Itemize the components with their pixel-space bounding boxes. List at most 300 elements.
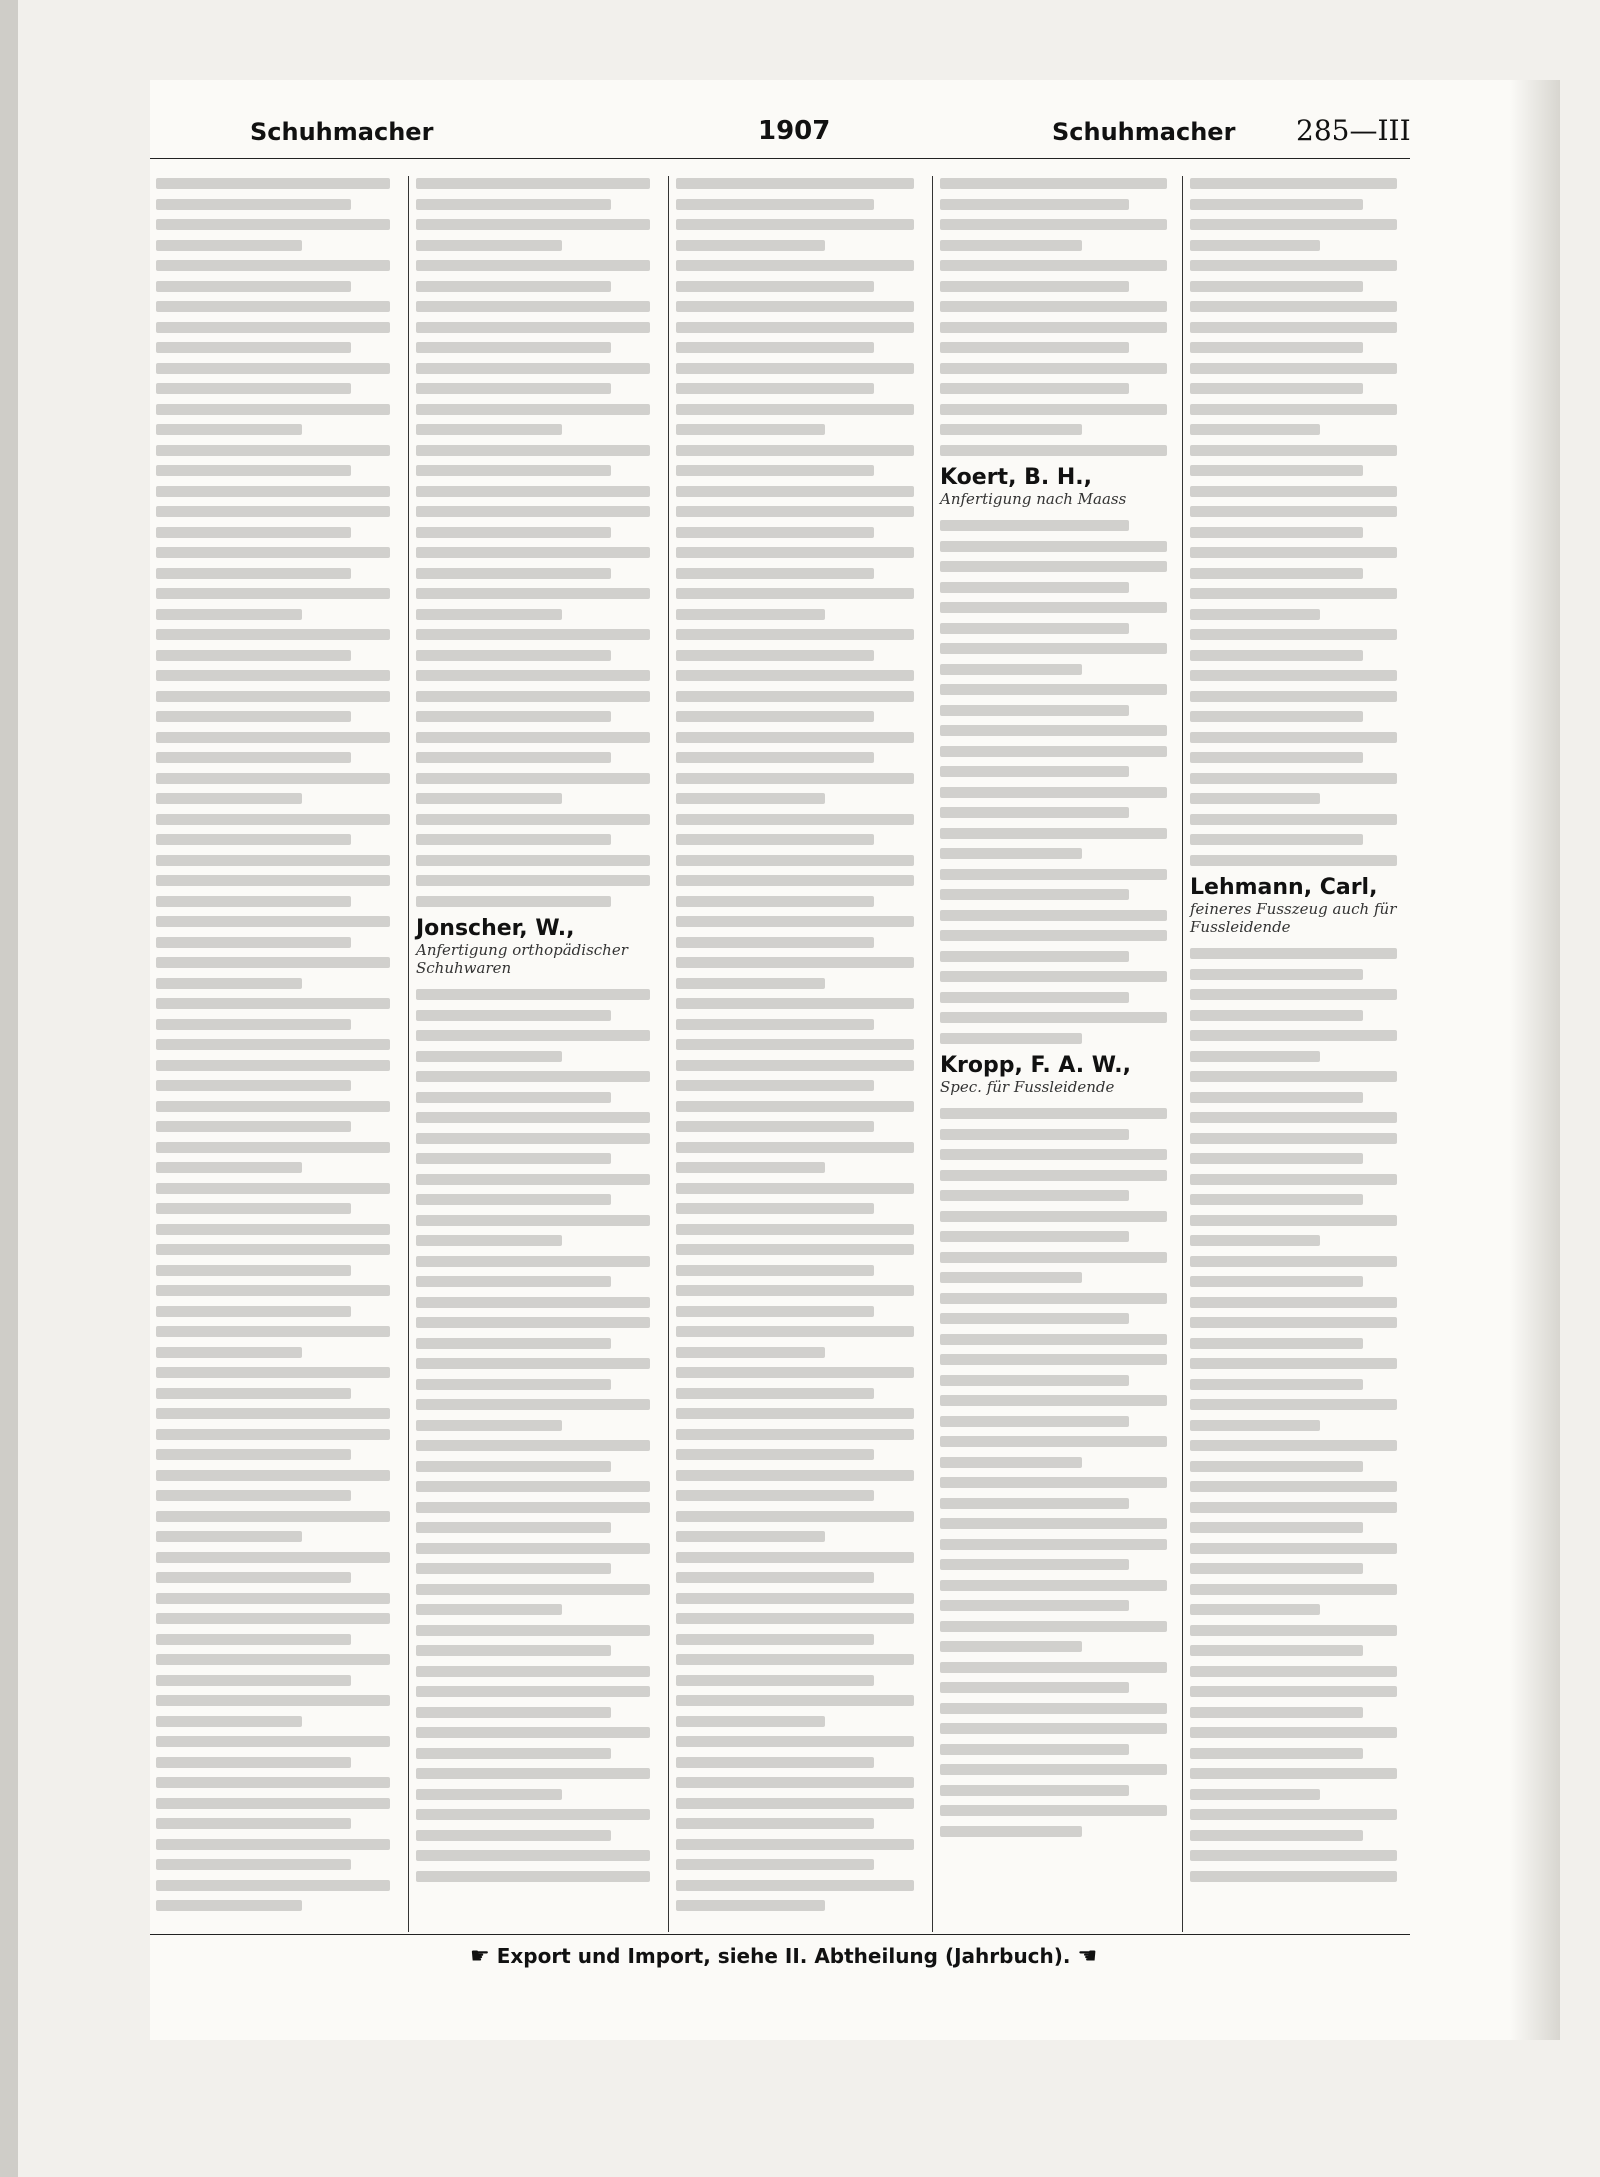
footer-rule xyxy=(150,1934,1410,1935)
directory-entry-line xyxy=(1190,486,1397,497)
directory-entry-line xyxy=(156,1367,390,1378)
directory-entry-line xyxy=(156,875,390,886)
directory-entry-line xyxy=(416,1707,611,1718)
directory-entry-line xyxy=(1190,1625,1397,1636)
directory-entry-line xyxy=(156,568,351,579)
directory-entry-line xyxy=(1190,1317,1397,1328)
directory-entry-line xyxy=(676,219,914,230)
directory-entry-line xyxy=(940,1518,1167,1529)
directory-entry-line xyxy=(1190,1030,1397,1041)
directory-entry-line xyxy=(940,1477,1167,1488)
directory-entry-line xyxy=(940,746,1167,757)
directory-entry-line xyxy=(1190,1215,1397,1226)
directory-entry-line xyxy=(416,752,611,763)
directory-entry-line xyxy=(416,1871,650,1882)
directory-entry-line xyxy=(940,1539,1167,1550)
directory-entry-line xyxy=(156,998,390,1009)
directory-entry-line xyxy=(1190,1645,1363,1656)
directory-entry-line xyxy=(416,1379,611,1390)
directory-entry-line xyxy=(416,1399,650,1410)
advertisement-title: Koert, B. H., xyxy=(940,465,1092,490)
directory-entry-line xyxy=(156,773,390,784)
directory-entry-line xyxy=(676,1798,914,1809)
directory-entry-line xyxy=(156,342,351,353)
directory-entry-line xyxy=(676,1613,914,1624)
directory-entry-line xyxy=(416,1276,611,1287)
directory-entry-line xyxy=(156,363,390,374)
directory-entry-line xyxy=(156,1839,390,1850)
directory-entry-line xyxy=(1190,855,1397,866)
directory-entry-line xyxy=(1190,547,1397,558)
directory-entry-line xyxy=(416,1809,650,1820)
directory-entry-line xyxy=(416,1604,562,1615)
advertisement-title: Lehmann, Carl, xyxy=(1190,875,1378,900)
directory-entry-line xyxy=(156,1203,351,1214)
directory-entry-line xyxy=(1190,383,1363,394)
directory-entry-line xyxy=(940,807,1129,818)
directory-entry-line xyxy=(676,711,874,722)
directory-entry-line xyxy=(676,1285,914,1296)
directory-entry-line xyxy=(416,1092,611,1103)
directory-entry-line xyxy=(416,1522,611,1533)
directory-entry-line xyxy=(1190,1707,1363,1718)
directory-entry-line xyxy=(940,541,1167,552)
directory-entry-line xyxy=(416,1666,650,1677)
directory-entry-line xyxy=(676,1880,914,1891)
directory-entry-line xyxy=(156,1019,351,1030)
directory-entry-line xyxy=(1190,989,1397,1000)
directory-entry-line xyxy=(940,1293,1167,1304)
directory-entry-line xyxy=(1190,948,1397,959)
directory-entry-line xyxy=(416,219,650,230)
directory-entry-line xyxy=(156,1490,351,1501)
directory-entry-line xyxy=(940,1764,1167,1775)
directory-entry-line xyxy=(1190,1358,1397,1369)
directory-entry-line xyxy=(676,1531,825,1542)
directory-entry-line xyxy=(1190,1481,1397,1492)
directory-entry-line xyxy=(1190,609,1320,620)
directory-entry-line xyxy=(1190,1809,1397,1820)
directory-entry-line xyxy=(1190,969,1363,980)
directory-entry-line xyxy=(156,1511,390,1522)
directory-entry-line xyxy=(416,1071,650,1082)
header-year: 1907 xyxy=(758,116,831,146)
directory-entry-line xyxy=(940,1334,1167,1345)
directory-entry-line xyxy=(676,752,874,763)
directory-entry-line xyxy=(940,664,1082,675)
directory-entry-line xyxy=(676,486,914,497)
directory-entry-line xyxy=(156,1449,351,1460)
directory-entry-line xyxy=(940,1129,1129,1140)
directory-entry-line xyxy=(156,1859,351,1870)
directory-entry-line xyxy=(676,1244,914,1255)
directory-entry-line xyxy=(1190,1686,1397,1697)
directory-entry-line xyxy=(416,568,611,579)
pointing-hand-icon: ☚ xyxy=(1077,1944,1098,1969)
directory-entry-line xyxy=(676,1101,914,1112)
directory-entry-line xyxy=(1190,424,1320,435)
directory-entry-line xyxy=(416,773,650,784)
directory-entry-line xyxy=(416,281,611,292)
directory-entry-line xyxy=(940,424,1082,435)
directory-entry-line xyxy=(676,527,874,538)
directory-entry-line xyxy=(940,1108,1167,1119)
directory-entry-line xyxy=(416,670,650,681)
directory-entry-line xyxy=(416,588,650,599)
directory-entry-line xyxy=(940,869,1167,880)
directory-entry-line xyxy=(416,1850,650,1861)
directory-entry-line xyxy=(1190,691,1397,702)
directory-entry-line xyxy=(676,937,874,948)
directory-entry-line xyxy=(156,527,351,538)
directory-entry-line xyxy=(156,978,302,989)
directory-entry-line xyxy=(416,1584,650,1595)
directory-entry-line xyxy=(1190,363,1397,374)
directory-entry-line xyxy=(676,1080,874,1091)
directory-entry-line xyxy=(1190,1092,1363,1103)
directory-entry-line xyxy=(676,1367,914,1378)
directory-entry-line xyxy=(416,793,562,804)
directory-entry-line xyxy=(940,1703,1167,1714)
directory-entry-line xyxy=(1190,1502,1397,1513)
directory-entry-line xyxy=(156,937,351,948)
directory-entry-line xyxy=(1190,773,1397,784)
directory-entry-line xyxy=(156,1039,390,1050)
directory-entry-line xyxy=(156,486,390,497)
advertisement-subtitle: Spec. für Fussleidende xyxy=(940,1078,1115,1096)
directory-entry-line xyxy=(676,301,914,312)
directory-entry-line xyxy=(156,465,351,476)
directory-entry-line xyxy=(1190,711,1363,722)
directory-entry-line xyxy=(1190,814,1397,825)
directory-entry-line xyxy=(156,855,390,866)
directory-entry-line xyxy=(676,424,825,435)
directory-entry-line xyxy=(940,1785,1129,1796)
footer-notice xyxy=(470,1944,1097,1969)
directory-entry-line xyxy=(940,1744,1129,1755)
directory-entry-line xyxy=(676,1121,874,1132)
directory-entry-line xyxy=(156,711,351,722)
directory-entry-line xyxy=(156,957,390,968)
directory-entry-line xyxy=(156,322,390,333)
advertisement-subtitle: feineres Fusszeug auch für Fussleidende xyxy=(1190,900,1397,936)
pointing-hand-icon: ☛ xyxy=(470,1944,490,1969)
directory-entry-line xyxy=(156,547,390,558)
directory-entry-line xyxy=(156,1285,390,1296)
directory-entry-line xyxy=(676,1060,914,1071)
directory-entry-line xyxy=(940,971,1167,982)
directory-entry-line xyxy=(676,1900,825,1911)
directory-entry-line xyxy=(676,240,825,251)
directory-entry-line xyxy=(1190,240,1320,251)
directory-entry-line xyxy=(1190,1256,1397,1267)
directory-entry-line xyxy=(940,1190,1129,1201)
directory-entry-line xyxy=(940,1033,1082,1044)
directory-entry-line xyxy=(156,691,390,702)
directory-entry-line xyxy=(676,1449,874,1460)
directory-entry-line xyxy=(940,1498,1129,1509)
directory-entry-line xyxy=(676,1224,914,1235)
directory-entry-line xyxy=(1190,1850,1397,1861)
directory-entry-line xyxy=(940,787,1167,798)
entries-column-5 xyxy=(1190,178,1406,1930)
directory-entry-line xyxy=(156,1695,390,1706)
directory-entry-line xyxy=(416,834,611,845)
directory-entry-line xyxy=(940,602,1167,613)
directory-entry-line xyxy=(676,1818,874,1829)
directory-entry-line xyxy=(416,527,611,538)
directory-entry-line xyxy=(676,1388,874,1399)
directory-entry-line xyxy=(416,989,650,1000)
directory-entry-line xyxy=(676,342,874,353)
directory-entry-line xyxy=(156,445,390,456)
directory-entry-line xyxy=(1190,1071,1397,1082)
directory-entry-line xyxy=(1190,527,1363,538)
directory-entry-line xyxy=(1190,1522,1363,1533)
directory-entry-line xyxy=(676,588,914,599)
directory-entry-line xyxy=(940,1170,1167,1181)
directory-entry-line xyxy=(156,1101,390,1112)
directory-entry-line xyxy=(940,1354,1167,1365)
directory-entry-line xyxy=(156,1060,390,1071)
advertisement-block xyxy=(1190,875,1406,936)
directory-entry-line xyxy=(676,1142,914,1153)
directory-entry-line xyxy=(1190,1420,1320,1431)
directory-entry-line xyxy=(676,773,914,784)
advertisement-title: Jonscher, W., xyxy=(416,916,575,941)
directory-entry-line xyxy=(676,1326,914,1337)
directory-entry-line xyxy=(676,978,825,989)
directory-entry-line xyxy=(416,1358,650,1369)
directory-entry-line xyxy=(676,445,914,456)
directory-entry-line xyxy=(676,1162,825,1173)
directory-entry-line xyxy=(1190,834,1363,845)
directory-entry-line xyxy=(1190,568,1363,579)
directory-entry-line xyxy=(676,1634,874,1645)
directory-entry-line xyxy=(676,1019,874,1030)
directory-entry-line xyxy=(416,547,650,558)
directory-entry-line xyxy=(676,178,914,189)
directory-entry-line xyxy=(416,1338,611,1349)
directory-entry-line xyxy=(940,643,1167,654)
directory-entry-line xyxy=(940,1600,1129,1611)
directory-entry-line xyxy=(676,1695,914,1706)
directory-entry-line xyxy=(1190,1133,1397,1144)
directory-entry-line xyxy=(676,1552,914,1563)
directory-entry-line xyxy=(156,1613,390,1624)
directory-entry-line xyxy=(940,1621,1167,1632)
directory-entry-line xyxy=(940,383,1129,394)
directory-entry-line xyxy=(1190,199,1363,210)
column-rule xyxy=(408,176,409,1932)
directory-entry-line xyxy=(676,568,874,579)
directory-entry-line xyxy=(1190,1153,1363,1164)
directory-entry-line xyxy=(1190,1112,1397,1123)
directory-entry-line xyxy=(940,1395,1167,1406)
directory-entry-line xyxy=(676,814,914,825)
directory-entry-line xyxy=(156,1777,390,1788)
directory-entry-line xyxy=(156,1080,351,1091)
directory-entry-line xyxy=(156,1470,390,1481)
directory-entry-line xyxy=(416,732,650,743)
directory-entry-line xyxy=(940,301,1167,312)
directory-entry-line xyxy=(156,1880,390,1891)
directory-entry-line xyxy=(1190,752,1363,763)
directory-entry-line xyxy=(156,178,390,189)
directory-entry-line xyxy=(416,1563,611,1574)
directory-entry-line xyxy=(416,322,650,333)
directory-entry-line xyxy=(1190,445,1397,456)
directory-entry-line xyxy=(1190,1010,1363,1021)
directory-entry-line xyxy=(1190,1440,1397,1451)
directory-entry-line xyxy=(156,1121,351,1132)
directory-entry-line xyxy=(676,1039,914,1050)
directory-entry-line xyxy=(940,199,1129,210)
directory-entry-line xyxy=(416,1768,650,1779)
directory-entry-line xyxy=(1190,342,1363,353)
directory-entry-line xyxy=(416,1235,562,1246)
directory-entry-line xyxy=(676,896,874,907)
directory-entry-line xyxy=(416,875,650,886)
directory-entry-line xyxy=(940,889,1129,900)
directory-entry-line xyxy=(1190,1604,1320,1615)
directory-entry-line xyxy=(940,1416,1129,1427)
directory-entry-line xyxy=(940,363,1167,374)
directory-entry-line xyxy=(416,404,650,415)
directory-entry-line xyxy=(416,465,611,476)
directory-entry-line xyxy=(940,404,1167,415)
directory-entry-line xyxy=(1190,1276,1363,1287)
directory-entry-line xyxy=(940,705,1129,716)
directory-entry-line xyxy=(156,1224,390,1235)
directory-entry-line xyxy=(156,1716,302,1727)
directory-entry-line xyxy=(1190,793,1320,804)
directory-entry-line xyxy=(940,561,1167,572)
directory-entry-line xyxy=(940,623,1129,634)
directory-entry-line xyxy=(1190,650,1363,661)
directory-entry-line xyxy=(156,1675,351,1686)
directory-entry-line xyxy=(1190,219,1397,230)
directory-entry-line xyxy=(416,301,650,312)
directory-entry-line xyxy=(1190,301,1397,312)
directory-entry-line xyxy=(416,240,562,251)
directory-entry-line xyxy=(676,855,914,866)
directory-entry-line xyxy=(676,1470,914,1481)
footer-text: Export und Import, siehe II. Abtheilung (Jahrbuch). xyxy=(496,1944,1071,1968)
advertisement-block xyxy=(416,916,660,977)
entries-column-2 xyxy=(416,178,660,1930)
directory-entry-line xyxy=(676,1183,914,1194)
directory-entry-line xyxy=(1190,1051,1320,1062)
directory-entry-line xyxy=(940,342,1129,353)
directory-entry-line xyxy=(416,445,650,456)
directory-entry-line xyxy=(416,1748,611,1759)
directory-entry-line xyxy=(416,1686,650,1697)
column-rule xyxy=(932,176,933,1932)
column-rule xyxy=(1182,176,1183,1932)
directory-entry-line xyxy=(940,1313,1129,1324)
directory-entry-line xyxy=(156,1798,390,1809)
directory-entry-line xyxy=(676,1757,874,1768)
directory-entry-line xyxy=(940,684,1167,695)
directory-entry-line xyxy=(156,424,302,435)
header-right: Schuhmacher xyxy=(1052,118,1236,146)
directory-entry-line xyxy=(676,506,914,517)
directory-entry-line xyxy=(676,650,874,661)
directory-entry-line xyxy=(416,1625,650,1636)
directory-entry-line xyxy=(1190,1748,1363,1759)
directory-entry-line xyxy=(416,1194,611,1205)
directory-entry-line xyxy=(1190,1399,1397,1410)
directory-entry-line xyxy=(676,1572,874,1583)
directory-entry-line xyxy=(156,1306,351,1317)
directory-entry-line xyxy=(156,896,351,907)
directory-entry-line xyxy=(940,1662,1167,1673)
directory-entry-line xyxy=(940,725,1167,736)
directory-entry-line xyxy=(156,506,390,517)
directory-entry-line xyxy=(940,260,1167,271)
directory-entry-line xyxy=(416,1010,611,1021)
directory-entry-line xyxy=(676,322,914,333)
header-page-number: 285—III xyxy=(1296,114,1411,147)
directory-entry-line xyxy=(676,1839,914,1850)
directory-entry-line xyxy=(940,240,1082,251)
directory-entry-line xyxy=(416,1297,650,1308)
directory-entry-line xyxy=(156,650,351,661)
directory-entry-line xyxy=(416,650,611,661)
directory-entry-line xyxy=(1190,732,1397,743)
directory-entry-line xyxy=(940,520,1129,531)
directory-entry-line xyxy=(416,814,650,825)
directory-entry-line xyxy=(156,834,351,845)
directory-entry-line xyxy=(156,199,351,210)
directory-entry-line xyxy=(676,998,914,1009)
directory-entry-line xyxy=(940,1641,1082,1652)
directory-entry-line xyxy=(1190,465,1363,476)
directory-entry-line xyxy=(416,1153,611,1164)
directory-entry-line xyxy=(1190,1789,1320,1800)
directory-entry-line xyxy=(416,424,562,435)
directory-entry-line xyxy=(156,404,390,415)
directory-entry-line xyxy=(676,609,825,620)
directory-entry-line xyxy=(1190,1297,1397,1308)
directory-entry-line xyxy=(940,582,1129,593)
directory-entry-line xyxy=(416,691,650,702)
directory-entry-line xyxy=(156,1142,390,1153)
directory-entry-line xyxy=(940,445,1167,456)
directory-entry-line xyxy=(156,1388,351,1399)
directory-entry-line xyxy=(156,301,390,312)
directory-entry-line xyxy=(676,199,874,210)
directory-entry-line xyxy=(676,1511,914,1522)
directory-entry-line xyxy=(156,629,390,640)
directory-entry-line xyxy=(676,670,914,681)
directory-entry-line xyxy=(1190,1563,1363,1574)
directory-entry-line xyxy=(676,1859,874,1870)
directory-entry-line xyxy=(1190,1871,1397,1882)
directory-entry-line xyxy=(416,1727,650,1738)
directory-entry-line xyxy=(156,1265,351,1276)
directory-entry-line xyxy=(940,1559,1129,1570)
directory-entry-line xyxy=(156,588,390,599)
directory-entry-line xyxy=(416,1481,650,1492)
directory-entry-line xyxy=(156,1818,351,1829)
directory-entry-line xyxy=(676,793,825,804)
directory-entry-line xyxy=(416,342,611,353)
directory-entry-line xyxy=(156,1429,390,1440)
directory-entry-line xyxy=(1190,1727,1397,1738)
directory-entry-line xyxy=(156,1572,351,1583)
